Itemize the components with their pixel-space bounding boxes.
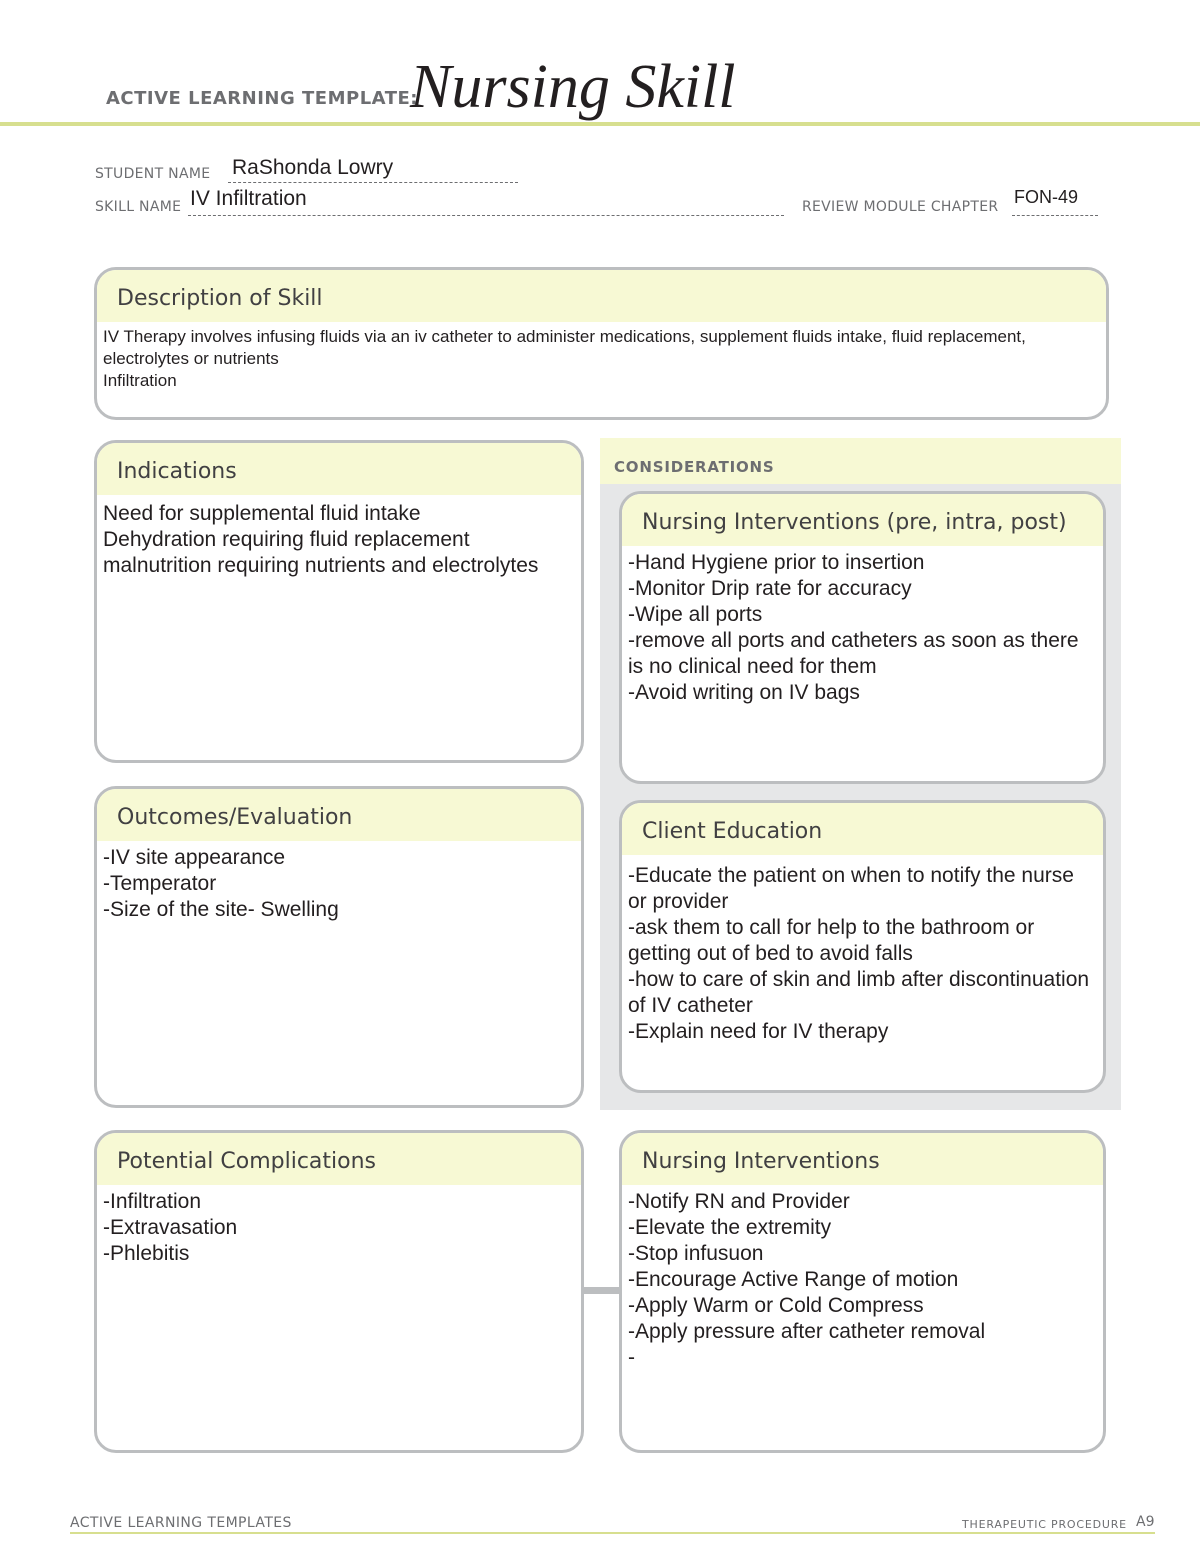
client-education-text[interactable]: -Educate the patient on when to notify the nurse or provider -ask them to call for help to the bathroom or getting out of bed to avoid falls -how to care of skin and limb after discontinuation of IV catheter -Explain need for IV therapy	[628, 864, 1090, 1043]
student-name-label: STUDENT NAME	[95, 166, 211, 182]
review-module-field[interactable]: FON-49	[1014, 187, 1079, 207]
outcomes-title: Outcomes/Evaluation	[97, 789, 581, 841]
complications-text[interactable]: -Infiltration -Extravasation -Phlebitis	[103, 1190, 238, 1265]
footer-divider	[70, 1532, 1155, 1534]
nursing-interventions-title: Nursing Interventions	[622, 1133, 1103, 1185]
description-box	[94, 267, 1109, 420]
description-text[interactable]: IV Therapy involves infusing fluids via an iv catheter to administer medications, supplement fluids intake, fluid replacement, electrolytes or nutrients Infiltration	[103, 327, 1026, 390]
skill-name-field[interactable]: IV Infiltration	[190, 187, 307, 210]
footer-section-label: THERAPEUTIC PROCEDURE	[962, 1518, 1127, 1531]
template-label: ACTIVE LEARNING TEMPLATE:	[106, 88, 418, 109]
student-name-underline	[228, 182, 518, 183]
nursing-interventions-pip-box	[619, 491, 1106, 784]
nursing-interventions-pip-title: Nursing Interventions (pre, intra, post)	[622, 494, 1103, 546]
client-education-title: Client Education	[622, 803, 1103, 855]
nursing-interventions-text[interactable]: -Notify RN and Provider -Elevate the extremity -Stop infusuon -Encourage Active Range of motion -Apply Warm or Cold Compress -Apply pressure after catheter removal -	[628, 1190, 986, 1369]
page-number: A9	[1136, 1514, 1155, 1530]
footer-left-label: ACTIVE LEARNING TEMPLATES	[70, 1515, 292, 1531]
considerations-title: CONSIDERATIONS	[614, 458, 775, 476]
complications-title: Potential Complications	[97, 1133, 581, 1185]
review-module-label: REVIEW MODULE CHAPTER	[802, 199, 999, 215]
student-name-field[interactable]: RaShonda Lowry	[232, 156, 394, 179]
box-connector	[583, 1287, 621, 1294]
indications-title: Indications	[97, 443, 581, 495]
nursing-interventions-pip-text[interactable]: -Hand Hygiene prior to insertion -Monitor Drip rate for accuracy -Wipe all ports -remove all ports and catheters as soon as there is no clinical need for them -Avoid writing on IV bags	[628, 551, 1079, 704]
skill-name-label: SKILL NAME	[95, 199, 182, 215]
nursing-interventions-box	[619, 1130, 1106, 1453]
outcomes-text[interactable]: -IV site appearance -Temperator -Size of the site- Swelling	[103, 846, 339, 921]
indications-box	[94, 440, 584, 763]
skill-name-underline	[188, 215, 784, 216]
description-title: Description of Skill	[97, 270, 1106, 322]
outcomes-box	[94, 786, 584, 1108]
complications-box	[94, 1130, 584, 1453]
page-title: Nursing Skill	[410, 53, 736, 121]
indications-text[interactable]: Need for supplemental fluid intake Dehydration requiring fluid replacement malnutrition requiring nutrients and electrolytes	[103, 502, 539, 577]
client-education-box	[619, 800, 1106, 1093]
review-module-underline	[1012, 215, 1098, 216]
header-divider	[0, 122, 1200, 126]
